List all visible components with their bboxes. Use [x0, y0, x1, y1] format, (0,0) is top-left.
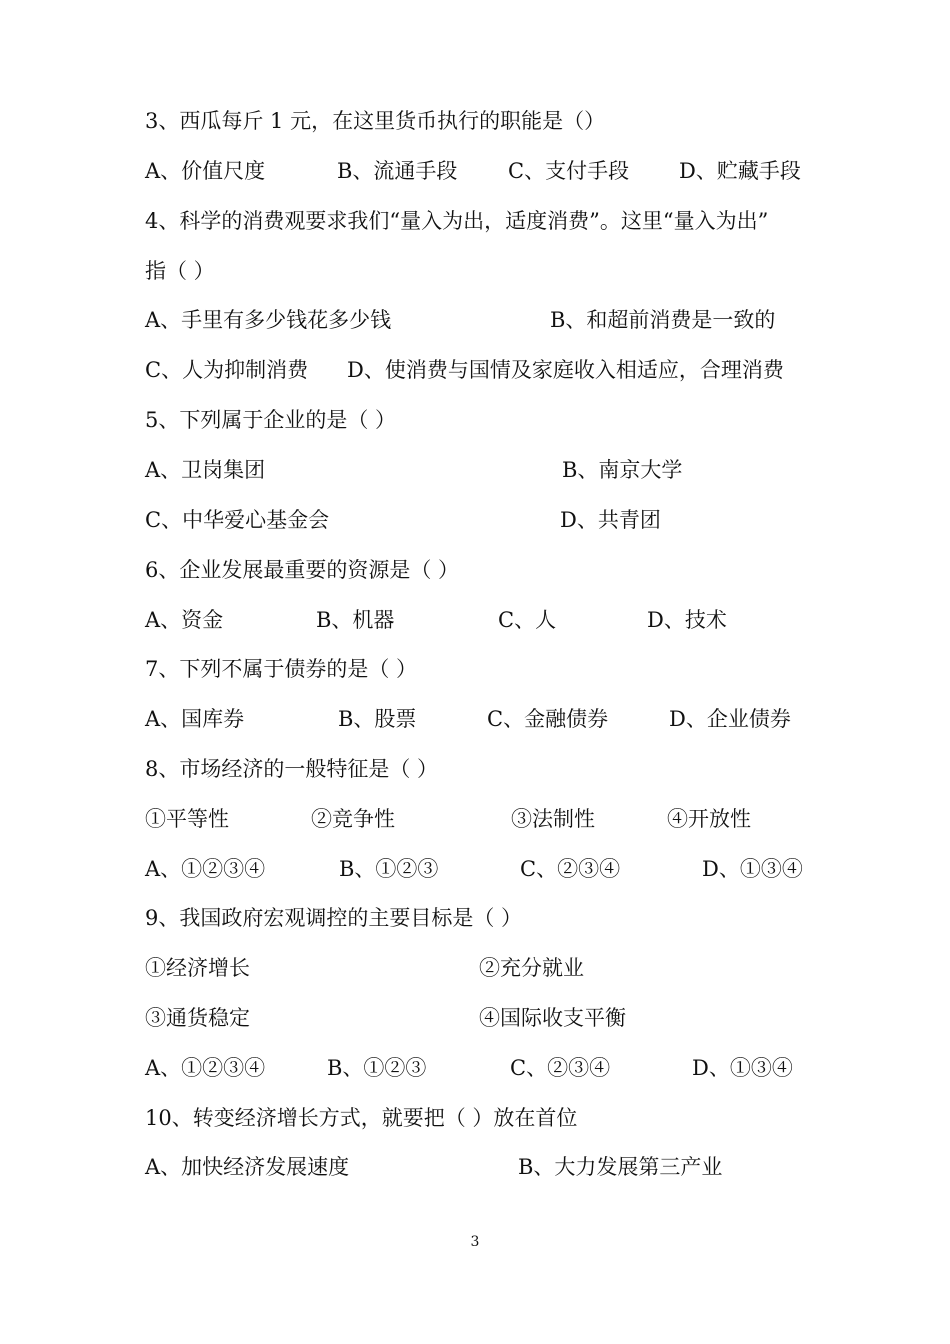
question-5-stem: 5、下列属于企业的是（ ）	[145, 408, 397, 432]
option-d: D、企业债券	[669, 707, 791, 731]
option-b: B、南京大学	[562, 458, 683, 482]
option-b: B、大力发展第三产业	[518, 1155, 723, 1179]
option-d: D、共青团	[560, 508, 661, 532]
option-b: B、机器	[316, 608, 395, 632]
item-2: ②竞争性	[311, 807, 395, 831]
item-3: ③法制性	[511, 807, 595, 831]
option-a: A、加快经济发展速度	[145, 1155, 350, 1179]
option-c: C、中华爱心基金会	[145, 508, 330, 532]
option-a: A、①②③④	[145, 857, 266, 881]
option-a: A、卫岗集团	[145, 458, 266, 482]
option-a: A、资金	[145, 608, 224, 632]
item-1: ①平等性	[145, 807, 229, 831]
option-d: D、技术	[647, 608, 727, 632]
question-6-stem: 6、企业发展最重要的资源是（ ）	[145, 558, 460, 582]
option-a: A、①②③④	[145, 1056, 266, 1080]
question-4-stem-cont: 指（ ）	[145, 259, 215, 283]
question-7-stem: 7、下列不属于债券的是（ ）	[145, 657, 418, 681]
option-a: A、价值尺度	[145, 159, 266, 183]
question-8-stem: 8、市场经济的一般特征是（ ）	[145, 757, 439, 781]
option-d: D、使消费与国情及家庭收入相适应，合理消费	[347, 358, 784, 382]
option-b: B、和超前消费是一致的	[550, 308, 776, 332]
option-c: C、支付手段	[508, 159, 630, 183]
option-a: A、手里有多少钱花多少钱	[145, 308, 392, 332]
question-9-stem: 9、我国政府宏观调控的主要目标是（ ）	[145, 906, 523, 930]
item-1: ①经济增长	[145, 956, 250, 980]
question-3-stem: 3、西瓜每斤 1 元，在这里货币执行的职能是（）	[145, 109, 606, 133]
option-a: A、国库券	[145, 707, 245, 731]
option-c: C、②③④	[510, 1056, 611, 1080]
option-d: D、贮藏手段	[679, 159, 801, 183]
option-c: C、②③④	[520, 857, 621, 881]
item-4: ④开放性	[667, 807, 751, 831]
option-b: B、流通手段	[337, 159, 458, 183]
question-10-stem: 10、转变经济增长方式，就要把（ ）放在首位	[145, 1106, 578, 1130]
item-4: ④国际收支平衡	[479, 1006, 626, 1030]
question-4-stem: 4、科学的消费观要求我们“量入为出，适度消费”。这里“量入为出”	[145, 209, 769, 233]
option-c: C、金融债券	[487, 707, 609, 731]
option-d: D、①③④	[702, 857, 803, 881]
option-b: B、①②③	[327, 1056, 427, 1080]
option-c: C、人为抑制消费	[145, 358, 309, 382]
page-number: 3	[470, 1234, 480, 1250]
option-d: D、①③④	[692, 1056, 793, 1080]
item-2: ②充分就业	[479, 956, 584, 980]
option-b: B、①②③	[339, 857, 439, 881]
option-c: C、人	[498, 608, 557, 632]
item-3: ③通货稳定	[145, 1006, 250, 1030]
option-b: B、股票	[338, 707, 417, 731]
